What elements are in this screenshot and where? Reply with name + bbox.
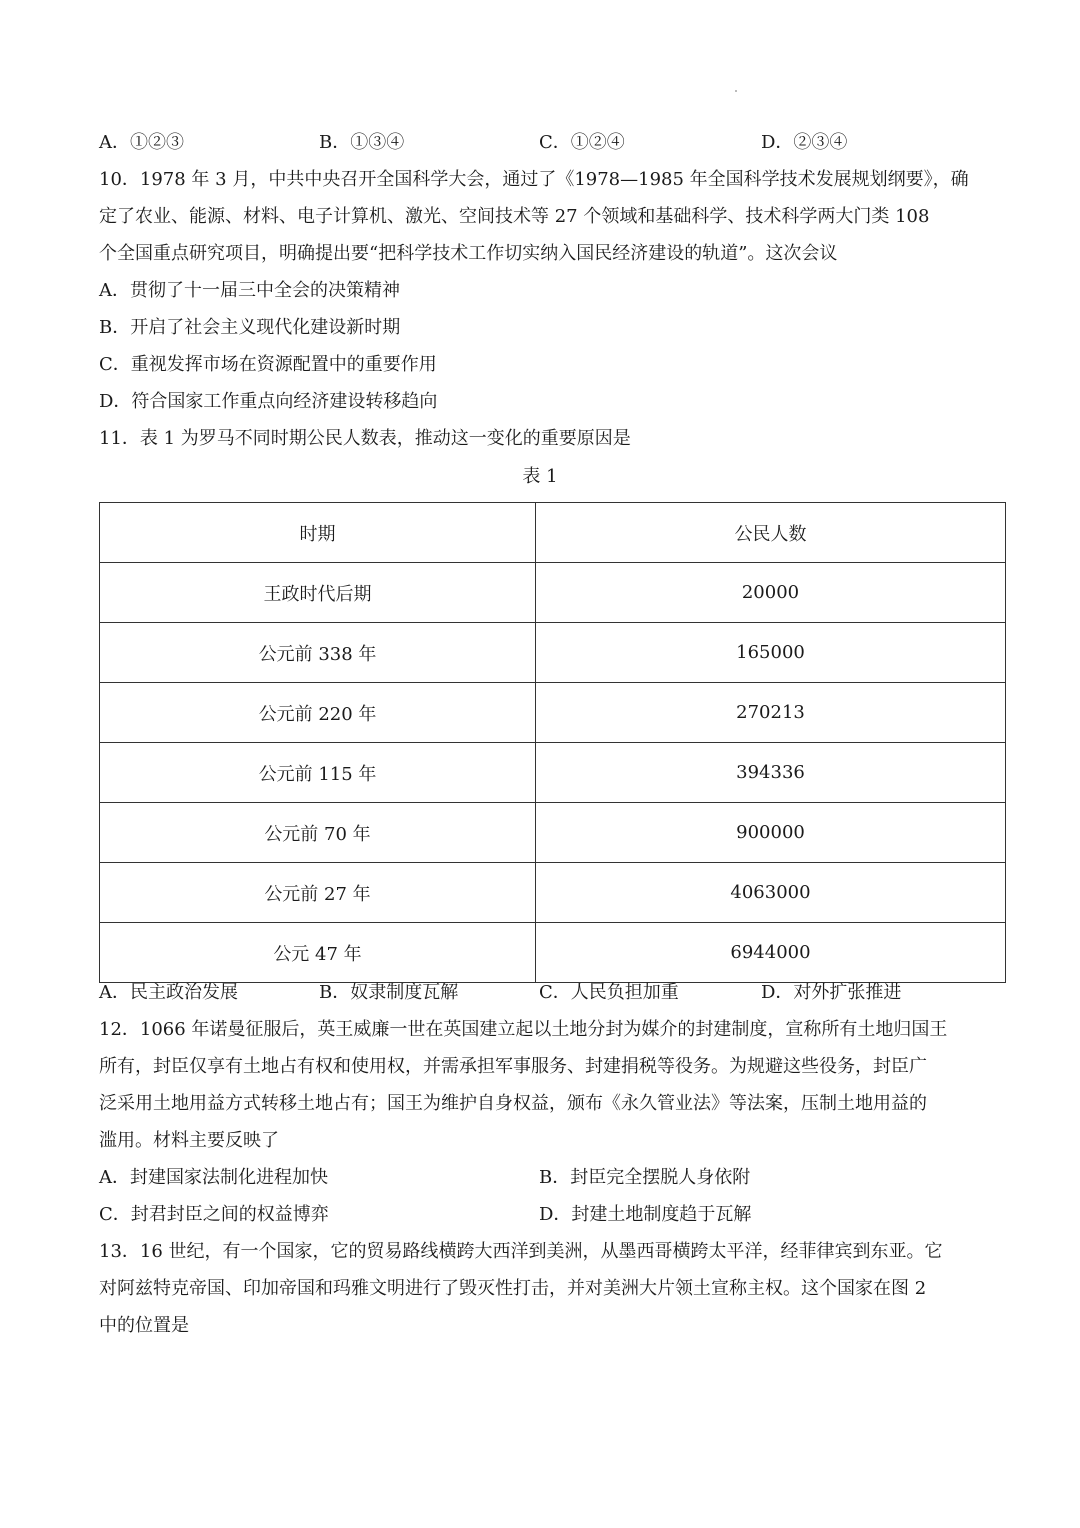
count-cell: 20000	[536, 563, 1006, 623]
q12-stem-line-1: 12．1066 年诺曼征服后，英王威廉一世在英国建立起以土地分封为媒介的封建制度，宣称所有土地归国王	[99, 1019, 948, 1040]
q12-options-row-2	[99, 1204, 1005, 1226]
period-cell: 公元前 27 年	[100, 863, 536, 923]
q12-option-b: B．封臣完全摆脱人身依附	[539, 1167, 751, 1188]
header-citizens: 公民人数	[536, 503, 1006, 563]
q10-option-b: B．开启了社会主义现代化建设新时期	[99, 317, 401, 338]
citizen-table	[99, 502, 1006, 983]
q9-option-d: D．②③④	[761, 132, 848, 153]
q12-option-c: C．封君封臣之间的权益博弈	[99, 1204, 329, 1225]
q11-option-d: D．对外扩张推进	[761, 982, 902, 1003]
table-row	[100, 623, 1006, 683]
q9-option-b: B．①③④	[319, 132, 405, 153]
q12-stem-line-4: 滥用。材料主要反映了	[99, 1130, 279, 1151]
q9-option-a: A．①②③	[99, 132, 184, 153]
q10-stem-line-1: 10．1978 年 3 月，中共中央召开全国科学大会，通过了《1978—1985 年全国科学技术发展规划纲要》，确	[99, 169, 969, 190]
q11-option-c: C．人民负担加重	[539, 982, 679, 1003]
period-cell: 公元前 338 年	[100, 623, 536, 683]
q13-stem-line-3: 中的位置是	[99, 1315, 189, 1336]
q11-option-a: A．民主政治发展	[99, 982, 238, 1003]
table-row	[100, 563, 1006, 623]
count-cell: 165000	[536, 623, 1006, 683]
q11-option-b: B．奴隶制度瓦解	[319, 982, 459, 1003]
period-cell: 王政时代后期	[100, 563, 536, 623]
table-row	[100, 683, 1006, 743]
period-cell: 公元前 70 年	[100, 803, 536, 863]
q10-stem-line-2: 定了农业、能源、材料、电子计算机、激光、空间技术等 27 个领域和基础科学、技术科学两大门类 108	[99, 206, 930, 227]
table-caption: 表 1	[522, 466, 558, 487]
count-cell: 394336	[536, 743, 1006, 803]
table-row	[100, 743, 1006, 803]
header-period: 时期	[100, 503, 536, 563]
q10-option-d: D．符合国家工作重点向经济建设转移趋向	[99, 391, 438, 412]
count-cell: 4063000	[536, 863, 1006, 923]
table-row	[100, 863, 1006, 923]
table-header-row	[100, 503, 1006, 563]
q12-option-d: D．封建土地制度趋于瓦解	[539, 1204, 752, 1225]
period-cell: 公元前 220 年	[100, 683, 536, 743]
q10-stem-line-3: 个全国重点研究项目，明确提出要“把科学技术工作切实纳入国民经济建设的轨道”。这次会议	[99, 243, 838, 264]
q10-option-a: A．贯彻了十一届三中全会的决策精神	[99, 280, 400, 301]
table-row	[100, 923, 1006, 983]
q12-option-a: A．封建国家法制化进程加快	[99, 1167, 328, 1188]
period-cell: 公元前 115 年	[100, 743, 536, 803]
q12-options-row-1	[99, 1167, 1005, 1189]
q11-stem: 11．表 1 为罗马不同时期公民人数表，推动这一变化的重要原因是	[99, 428, 631, 449]
count-cell: 900000	[536, 803, 1006, 863]
q12-stem-line-3: 泛采用土地用益方式转移土地占有；国王为维护自身权益，颁布《永久管业法》等法案，压制土地用益的	[99, 1093, 927, 1114]
period-cell: 公元 47 年	[100, 923, 536, 983]
q9-options	[99, 132, 1005, 154]
q12-stem-line-2: 所有，封臣仅享有土地占有权和使用权，并需承担军事服务、封建捐税等役务。为规避这些役务，封臣广	[99, 1056, 927, 1077]
q9-option-c: C．①②④	[539, 132, 625, 153]
count-cell: 6944000	[536, 923, 1006, 983]
table-row	[100, 803, 1006, 863]
scan-speck	[735, 90, 737, 92]
q13-stem-line-1: 13．16 世纪，有一个国家，它的贸易路线横跨大西洋到美洲，从墨西哥横跨太平洋，经菲律宾到东亚。它	[99, 1241, 943, 1262]
q11-options	[99, 982, 1005, 1004]
count-cell: 270213	[536, 683, 1006, 743]
q10-option-c: C．重视发挥市场在资源配置中的重要作用	[99, 354, 437, 375]
q13-stem-line-2: 对阿兹特克帝国、印加帝国和玛雅文明进行了毁灭性打击，并对美洲大片领土宣称主权。这个国家在图 2	[99, 1278, 927, 1299]
